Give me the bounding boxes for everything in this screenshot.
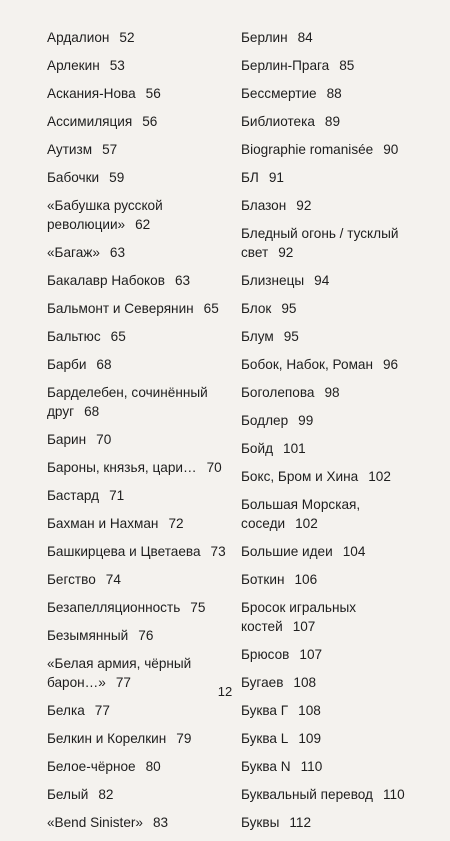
index-entry: Брюсов 107 <box>241 647 323 662</box>
index-entry: Бледный огонь / тусклый свет 92 <box>241 226 399 260</box>
index-entry: Большая Морская, соседи 102 <box>241 497 361 531</box>
index-entry: БЛ 91 <box>241 170 284 185</box>
index-entry: Буква N 110 <box>241 759 323 774</box>
index-entry: Башкирцева и Цветаева 73 <box>47 544 226 559</box>
index-entry: Бокс, Бром и Хина 102 <box>241 469 391 484</box>
index-entry: Бросок игральных костей 107 <box>241 600 357 634</box>
index-entry: Ассимиляция 56 <box>47 114 158 129</box>
index-entry: Боткин 106 <box>241 572 318 587</box>
index-entry: Бахман и Нахман 72 <box>47 516 184 531</box>
index-entry: Бароны, князья, цари… 70 <box>47 460 222 475</box>
index-entry: Бальмонт и Северянин 65 <box>47 301 219 316</box>
index-entry: Арлекин 53 <box>47 58 125 73</box>
index-entry: Белка 77 <box>47 703 110 718</box>
index-entry: Бальтюс 65 <box>47 329 126 344</box>
index-entry: Бакалавр Набоков 63 <box>47 273 191 288</box>
index-entry: Большие идеи 104 <box>241 544 366 559</box>
index-entry: Бессмертие 88 <box>241 86 342 101</box>
index-entry: «Бабушка русской революции» 62 <box>47 198 163 232</box>
index-entry: Безапелляционность 75 <box>47 600 206 615</box>
index-entry: Близнецы 94 <box>241 273 330 288</box>
index-entry: Бодлер 99 <box>241 413 314 428</box>
index-entry: Аскания-Нова 56 <box>47 86 161 101</box>
index-entry: Блум 95 <box>241 329 299 344</box>
index-entry: Белое-чёрное 80 <box>47 759 161 774</box>
index-entry: Biographie romanisée 90 <box>241 142 399 157</box>
index-entry: Белкин и Корелкин 79 <box>47 731 192 746</box>
index-column-left <box>47 28 232 841</box>
index-entry: Барби 68 <box>47 357 112 372</box>
index-entry: Барин 70 <box>47 432 112 447</box>
index-column-right <box>241 28 421 841</box>
index-entry: Берлин 84 <box>241 30 313 45</box>
index-entry: Блазон 92 <box>241 198 312 213</box>
index-entry: Буква L 109 <box>241 731 322 746</box>
index-entry: Буквальный перевод 110 <box>241 787 405 802</box>
index-entry: Библиотека 89 <box>241 114 341 129</box>
index-entry: Бойд 101 <box>241 441 306 456</box>
index-entry: Бугаев 108 <box>241 675 317 690</box>
index-entry: Бабочки 59 <box>47 170 125 185</box>
index-entry: Берлин-Прага 85 <box>241 58 355 73</box>
index-entry: Боголепова 98 <box>241 385 340 400</box>
index-entry: Буквы 112 <box>241 815 312 830</box>
index-entry: Блок 95 <box>241 301 297 316</box>
index-entry: «Багаж» 63 <box>47 245 126 260</box>
index-entry: Бобок, Набок, Роман 96 <box>241 357 399 372</box>
index-entry: Ардалион 52 <box>47 30 135 45</box>
page-number: 12 <box>217 684 233 699</box>
index-entry: «Bend Sinister» 83 <box>47 815 169 830</box>
index-entry: «Белая армия, чёрный барон…» 77 <box>47 656 192 690</box>
index-entry: Аутизм 57 <box>47 142 118 157</box>
index-entry: Бастард 71 <box>47 488 125 503</box>
index-entry: Безымянный 76 <box>47 628 154 643</box>
index-entry: Бегство 74 <box>47 572 121 587</box>
index-entry: Белый 82 <box>47 787 114 802</box>
index-entry: Буква Г 108 <box>241 703 321 718</box>
index-entry: Барделебен, сочинённый друг 68 <box>47 385 208 419</box>
